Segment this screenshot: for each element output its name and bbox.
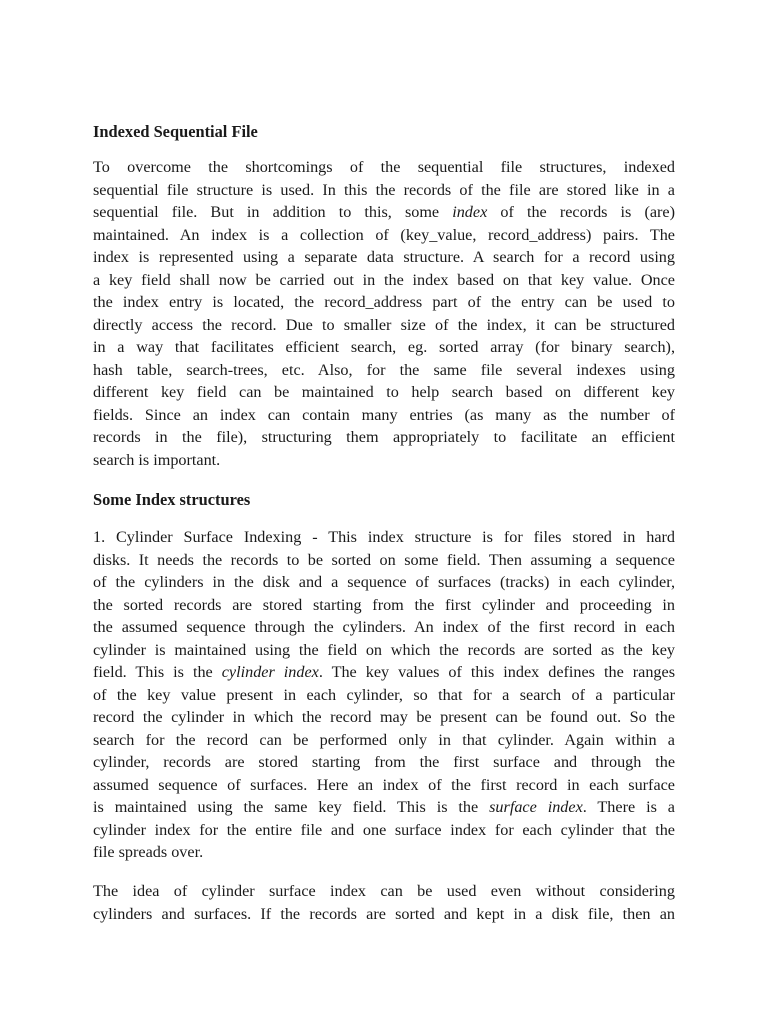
paragraph-line: the assumed sequence through the cylinders. An index of the first record in each bbox=[93, 618, 675, 636]
paragraph-line: hash table, search-trees, etc. Also, for the same file several indexes using bbox=[93, 360, 675, 379]
paragraph-line: search for the record can be performed only in that cylinder. Again within a bbox=[93, 730, 675, 749]
paragraph-line: file spreads over. bbox=[93, 843, 204, 861]
paragraph-line: To overcome the shortcomings of the sequential file structures, indexed bbox=[93, 158, 675, 176]
paragraph-line: in a way that facilitates efficient search, eg. sorted array (for binary search), bbox=[93, 338, 675, 356]
paragraph-line: 1. Cylinder Surface Indexing - This index structure is for files stored in hard bbox=[93, 528, 675, 546]
paragraph-line: different key field can be maintained to help search based on different key bbox=[93, 383, 675, 401]
section-heading-some-index-structures: Some Index structures bbox=[93, 490, 251, 509]
paragraph-line: of the cylinders in the disk and a sequence of surfaces (tracks) in each cylinder, bbox=[93, 573, 675, 591]
emphasized-term: index bbox=[452, 203, 488, 221]
paragraph-line: fields. Since an index can contain many entries (as many as the number of bbox=[93, 405, 675, 424]
section-heading-indexed-sequential-file: Indexed Sequential File bbox=[93, 122, 258, 141]
paragraph-cylinder-surface-idea bbox=[93, 880, 675, 925]
paragraph-line: the sorted records are stored starting from the first cylinder and proceeding in bbox=[93, 595, 675, 614]
paragraph-line: cylinders and surfaces. If the records are sorted and kept in a disk file, then an bbox=[93, 904, 675, 923]
emphasized-term: surface index bbox=[489, 798, 583, 816]
paragraph-line: cylinder is maintained using the field on which the records are sorted as the key bbox=[93, 640, 675, 659]
paragraph-line: the index entry is located, the record_address part of the entry can be used to bbox=[93, 293, 675, 311]
paragraph-cylinder-surface-indexing bbox=[93, 526, 675, 864]
paragraph-line: field. This is the cylinder index. The key values of this index defines the ranges bbox=[93, 663, 675, 681]
paragraph-line: is maintained using the same key field. This is the surface index. There is a bbox=[93, 798, 675, 816]
paragraph-line: search is important. bbox=[93, 450, 221, 469]
paragraph-line: assumed sequence of surfaces. Here an index of the first record in each surface bbox=[93, 775, 675, 794]
paragraph-line: index is represented using a separate data structure. A search for a record using bbox=[93, 248, 675, 266]
paragraph-line: of the key value present in each cylinder, so that for a search of a particular bbox=[93, 685, 675, 704]
paragraph-line: maintained. An index is a collection of (key_value, record_address) pairs. The bbox=[93, 225, 675, 244]
paragraph-line: The idea of cylinder surface index can be used even without considering bbox=[93, 882, 675, 900]
paragraph-line: disks. It needs the records to be sorted on some field. Then assuming a sequence bbox=[93, 550, 675, 569]
paragraph-line: record the cylinder in which the record may be present can be found out. So the bbox=[93, 708, 675, 726]
paragraph-line: directly access the record. Due to smaller size of the index, it can be structured bbox=[93, 315, 675, 334]
paragraph-line: a key field shall now be carried out in the index based on that key value. Once bbox=[93, 270, 675, 289]
paragraph-indexed-sequential-intro bbox=[93, 156, 675, 471]
paragraph-line: sequential file structure is used. In this the records of the file are stored like in a bbox=[93, 180, 675, 199]
paragraph-line: cylinder index for the entire file and one surface index for each cylinder that the bbox=[93, 820, 675, 839]
paragraph-line: records in the file), structuring them appropriately to facilitate an efficient bbox=[93, 428, 675, 446]
paragraph-line: cylinder, records are stored starting from the first surface and through the bbox=[93, 753, 675, 771]
emphasized-term: cylinder index bbox=[221, 663, 319, 681]
paragraph-line: sequential file. But in addition to this, some index of the records is (are) bbox=[93, 203, 675, 221]
